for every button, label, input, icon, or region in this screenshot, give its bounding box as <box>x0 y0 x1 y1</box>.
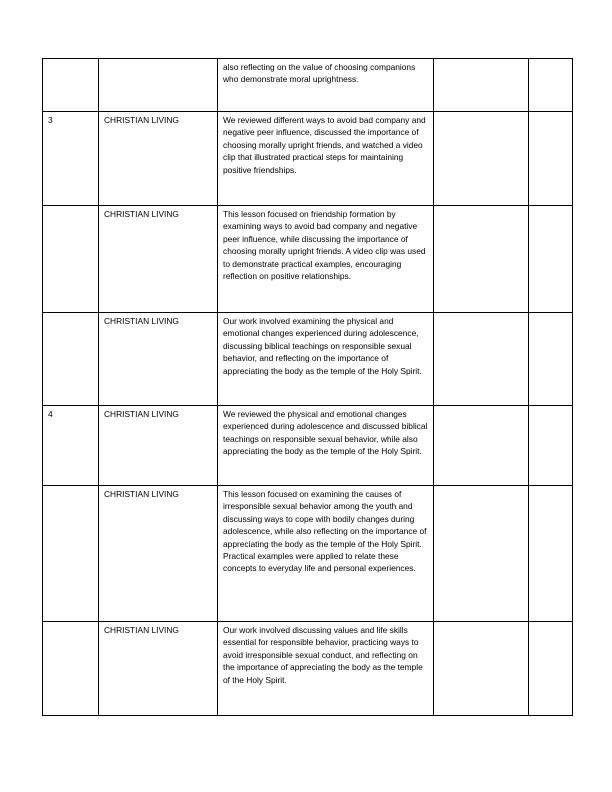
subject-cell: CHRISTIAN LIVING <box>99 486 218 622</box>
lesson-journal-table <box>42 58 573 716</box>
blank-cell <box>529 406 573 486</box>
blank-cell <box>434 206 529 313</box>
blank-cell <box>434 59 529 112</box>
blank-cell <box>529 622 573 716</box>
week-cell: 3 <box>43 112 99 206</box>
description-cell: We reviewed different ways to avoid bad company and negative peer influence, discussed the importance of choosing morally upright friends, and watched a video clip that illustrated practical steps for maintaining positive friendships. <box>218 112 434 206</box>
blank-cell <box>434 112 529 206</box>
description-cell: This lesson focused on examining the causes of irresponsible sexual behavior among the youth and discussing ways to cope with bodily changes during adolescence, while also reflecting on the importance of appreciating the body as the temple of the Holy Spirit. Practical examples were applied to relate these concepts to everyday life and personal experiences. <box>218 486 434 622</box>
week-cell <box>43 206 99 313</box>
week-cell <box>43 486 99 622</box>
subject-cell: CHRISTIAN LIVING <box>99 112 218 206</box>
description-cell: Our work involved examining the physical and emotional changes experienced during adolescence, discussing biblical teachings on responsible sexual behavior, and reflecting on the importance of appreciating the body as the temple of the Holy Spirit. <box>218 313 434 406</box>
subject-cell <box>99 59 218 112</box>
table-row <box>43 59 573 112</box>
description-cell: This lesson focused on friendship formation by examining ways to avoid bad company and negative peer influence, while discussing the importance of choosing morally upright friends. A video clip was used to demonstrate practical examples, encouraging reflection on positive relationships. <box>218 206 434 313</box>
week-cell <box>43 59 99 112</box>
blank-cell <box>529 112 573 206</box>
blank-cell <box>434 486 529 622</box>
description-cell: Our work involved discussing values and life skills essential for responsible behavior, practicing ways to avoid irresponsible sexual conduct, and reflecting on the importance of appreciating the body as the temple of the Holy Spirit. <box>218 622 434 716</box>
table-row <box>43 406 573 486</box>
description-cell: We reviewed the physical and emotional changes experienced during adolescence and discussed biblical teachings on responsible sexual behavior, while also appreciating the body as the temple of the Holy Spirit. <box>218 406 434 486</box>
blank-cell <box>529 206 573 313</box>
description-cell: also reflecting on the value of choosing companions who demonstrate moral uprightness. <box>218 59 434 112</box>
subject-cell: CHRISTIAN LIVING <box>99 206 218 313</box>
table-row <box>43 622 573 716</box>
table-row <box>43 206 573 313</box>
table-row <box>43 313 573 406</box>
blank-cell <box>529 486 573 622</box>
blank-cell <box>434 406 529 486</box>
blank-cell <box>434 622 529 716</box>
table-row <box>43 112 573 206</box>
subject-cell: CHRISTIAN LIVING <box>99 622 218 716</box>
subject-cell: CHRISTIAN LIVING <box>99 313 218 406</box>
week-cell: 4 <box>43 406 99 486</box>
week-cell <box>43 313 99 406</box>
blank-cell <box>529 313 573 406</box>
blank-cell <box>434 313 529 406</box>
blank-cell <box>529 59 573 112</box>
week-cell <box>43 622 99 716</box>
subject-cell: CHRISTIAN LIVING <box>99 406 218 486</box>
table-row <box>43 486 573 622</box>
